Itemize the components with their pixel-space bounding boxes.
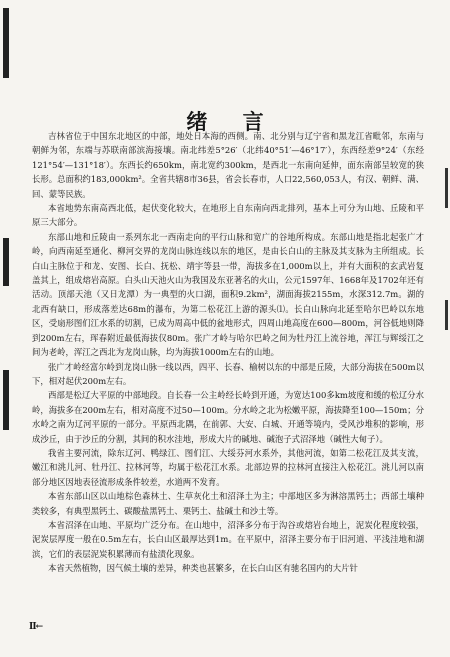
body-text — [32, 129, 424, 576]
page-number-mark: Ⅱ← — [29, 622, 43, 632]
paragraph: 本省地势东南高西北低，起伏变化较大，在地形上自东南向西北排列，基本上可分为山地、丘陵和平原三大部分。 — [32, 203, 424, 228]
paragraph: 本省东部山区以山地棕色森林土、生草灰化土和沼泽土为主；中部地区多为淋溶黑钙土；西部土壤种类较多，有典型黑钙土、碳酸盐黑钙土、栗钙土、盐碱土和沙土等。 — [32, 491, 424, 516]
paragraph: 本省天然植物，因气候土壤的差异，种类也甚繁多，在长白山区有驰名国内的大片针 — [48, 563, 358, 574]
paragraph: 我省主要河流，除东辽河、鸭绿江、图们江、大绥芬河水系外，其他河流，如第二松花江及其支流，嫩江和洮儿河、牡丹江、拉林河等，均属于松花江水系。北部边界的拉林河直接注入松花江。洮儿河以南部分地区因地表径流形成条件较差，水道两不发育。 — [32, 447, 424, 487]
paragraph: 东部山地和丘陵由一系列东北一西南走向的平行山脉和宽广的谷地所构成。东部山地是指北起张广才岭，向西南延至通化、柳河交界的龙岗山脉连线以东的地区，是由长白山的主脉及其支脉为主所组成。长白山主脉位于和龙、安图、长白、抚松、靖宇等县一带，海拔多在1,000m以上，并有大面积的玄武岩复盖其上，组成熔岩高原。白头山天池火山为我国及东亚著名的火山，公元1597年、1668年及1702年还有活动。顶部天池（又日龙潭）为一典型的火口湖，面积9.2km²，湖面海拔2155m，水深312.7m。湖的北西有缺口，形成落差达68m的瀑布，为第二松花江上游的源头⑴。长白山脉向北延至哈尔巴岭以东地区，受扇形图们江水系的切割，已成为周高中低的盆地形式，四周山地高度在600—800m，河谷低地则降到200m左右，珲春附近最低海拔仅80m。张广才岭与哈尔巴岭之间为牡丹江上流谷地，浑江与辉绥江之间为老岭，浑江之西北为龙岗山脉，均为海拔1000m左右的山地。 — [32, 231, 424, 358]
paragraph: 西部是松辽大平原的中部地段。自长春一公主岭经长岭到开通，为宽达100多km坡度和缓的松辽分水岭，海拔多在200m左右，相对高度不过50—100m。分水岭之北为松嫩平原，海拔降至100—150m；分水岭之南为辽河平原的一部分。平原西北隅，在前郭、大安、白城、开通等境内，受风沙堆积的影响，形成沙丘，由于沙丘的分割，其间的积水洼地，形成大片的碱地、碱泡子式沼泽地（碱性大甸子）。 — [32, 390, 424, 444]
scan-edge-mark — [3, 238, 9, 286]
scan-edge-mark — [3, 8, 9, 78]
scan-edge-mark — [3, 370, 9, 430]
chapter-title: 绪 言 — [186, 109, 278, 135]
scan-edge-mark — [445, 300, 448, 330]
paragraph: 本省沼泽在山地、平原均广泛分布。在山地中，沼泽多分布于沟谷或熔岩台地上，泥炭化程度较强，泥炭层厚度一般在0.5m左右，长白山区最厚达到1m。在平原中，沼泽主要分布于旧河道、平浅洼地和湖滨，它们的表层泥炭积累薄而有盐渍化现象。 — [32, 519, 424, 559]
paragraph: 张广才岭经富尔岭到龙岗山脉一线以西，四平、长春、榆树以东的中部是丘陵，大部分海拔在500m以下，相对起伏200m左右。 — [32, 361, 424, 386]
paragraph: 吉林省位于中国东北地区的中部，地处日本海的西侧。南、北分别与辽宁省和黑龙江省毗邻，东南与朝鲜为邻，东端与苏联南部滨海接壤。南北纬差5°26′（北纬40°51′—46°17′），东西经差9°24′（东经121°54′—131°18′）。东西长约650km，南北宽约300km，是西北一东南向延伸，面东南部呈较宽的狭长形。总面积约183,000km²。全省共辖8市36县，省会长春市，人口22,560,053人，有汉、朝鲜、满、回、蒙等民族。 — [32, 131, 424, 199]
scan-edge-mark — [445, 168, 448, 208]
